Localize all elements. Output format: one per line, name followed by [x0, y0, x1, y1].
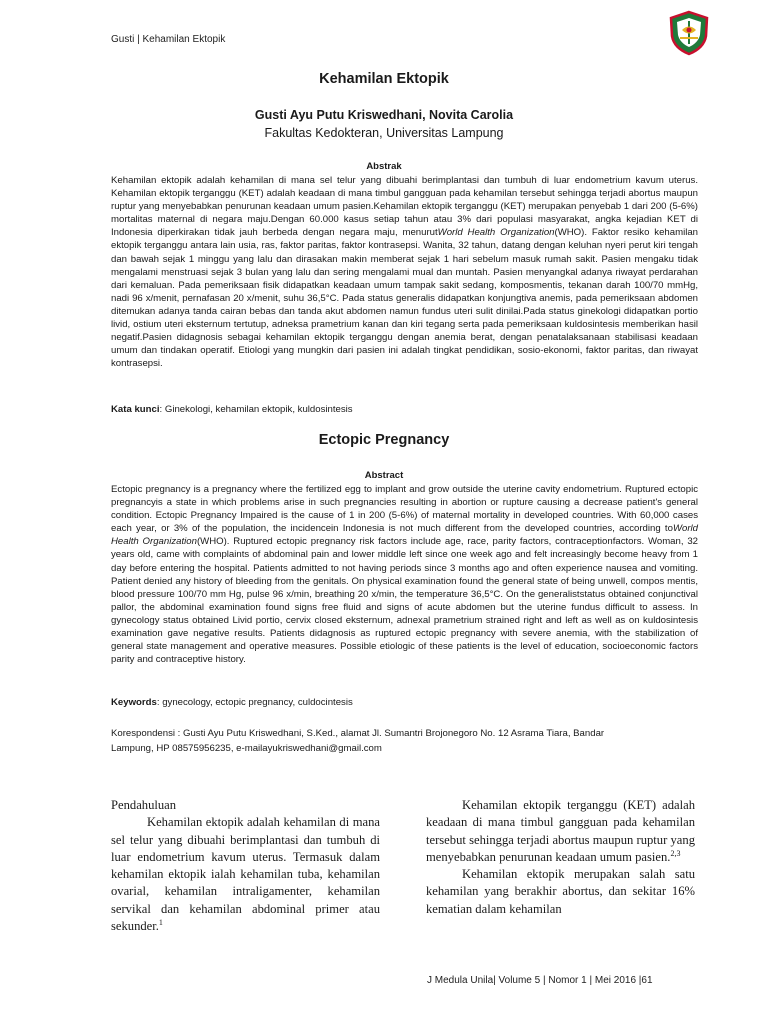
- author-list: Gusti Ayu Putu Kriswedhani, Novita Carolia: [254, 108, 514, 122]
- keywords-en: Keywords: gynecology, ectopic pregnancy, culdocintesis: [111, 697, 353, 708]
- page-footer: J Medula Unila| Volume 5 | Nomor 1 | Mei 2016 |61: [427, 975, 653, 986]
- affiliation: Fakultas Kedokteran, Universitas Lampung: [264, 126, 504, 140]
- body-paragraph: Kehamilan ektopik terganggu (KET) adalah keadaan di mana timbul gangguan pada kehamilan tersebut sehingga terjadi abortus maupun ruptur yang menyebabkan penurunan keadaan umum pasien.$^{2,3}$: [426, 798, 695, 864]
- abstract-heading-id: Abstrak: [366, 161, 402, 172]
- citation-ref: 2,3: [670, 848, 681, 858]
- correspondence: Korespondensi : Gusti Ayu Putu Kriswedhani, S.Ked., alamat Jl. Sumantri Brojonegoro No. 12 Asrama Tiara, Bandar Lampung, HP 08575956235, e-mailayukriswedhani@gmail.com: [111, 728, 605, 754]
- abstract-heading-en: Abstract: [364, 470, 404, 481]
- section-heading: Pendahuluan: [111, 798, 177, 812]
- body-column-left: [111, 797, 380, 935]
- keywords-id: Kata kunci: Ginekologi, kehamilan ektopik, kuldosintesis: [111, 404, 353, 415]
- university-logo-icon: [668, 10, 710, 56]
- running-head: Gusti | Kehamilan Ektopik: [111, 34, 226, 45]
- abstract-text-id: Kehamilan ektopik adalah kehamilan di mana sel telur yang dibuahi berimplantasi dan tumbuh di luar endometrium kavum uterus. Kehamilan ektopik terganggu (KET) adalah keadaan di mana timbul gangguan pada kehamilan tersebut sehingga terjadi abortus maupun ruptur yang menyebabkan penurunan keadaan umum pasien.Kehamilan ektopik terganggu (KET) merupakan penyebab 1 dari 200 (5-6%) mortalitas maternal di negara maju.Dengan 60.000 kasus setiap tahun atau 3% dari populasi masyarakat, angka kejadian KET di Indonesia diperkirakan tidak jauh berbeda dengan negara maju, menurutWorld Health Organization(WHO). Faktor resiko kehamilan ektopik terganggu antara lain usia, ras, faktor paritas, faktor kontrasepsi. Wanita, 32 tahun, datang dengan keluhan nyeri perut kiri tengah dan bawah sejak 1 minggu yang lalu dan dirasakan makin memberat sejak 1 hari sebelum masuk rumah sakit. Pasien mengaku tidak mengalami menstruasi sejak 3 bulan yang lalu dan sering mengalami mual dan muntah. Pasien menyangkal adanya riwayat perdarahan dari kemaluan. Pada pemeriksaan fisik didapatkan keadaan umum tampak sakit sedang, komposmentis, tekanan darah 100/70 mmHg, nadi 96 x/menit, pernafasan 20 x/menit, suhu 36,5°C. Pada status generalis didapatkan konjungtiva anemis, pada pemeriksaan abdomen ditemukan adanya tanda cairan bebas dan tanda akut abdomen namun fundus uteri sulit dinilai.Pada status ginekologi didapatkan portio livid, ostium uteri eksternum tertutup, adneksa prametrium kanan dan kiri tegang serta pada pemeriksaan kuldosintesis memberikan hasil negatif.Pasien didagnosis sebagai kehamilan ektopik terganggu dengan anemia berat, dengan penatalaksanaan stabilisasi keadaan umum dan tindakan operatif. Etiologi yang mungkin dari pasien ini adalah tingkat pendidikan, sosio-ekonomi, faktor paritas, dan riwayat kontrasepsi.: [111, 175, 698, 370]
- citation-ref: 1: [158, 917, 163, 927]
- english-title: Ectopic Pregnancy: [318, 432, 450, 448]
- body-paragraph: Kehamilan ektopik merupakan salah satu kehamilan yang berakhir abortus, dan sekitar 16% kematian dalam kehamilan: [426, 867, 695, 916]
- body-paragraph: Kehamilan ektopik adalah kehamilan di mana sel telur yang dibuahi berimplantasi dan tumbuh di luar endometrium kavum uterus. Termasuk dalam kehamilan ektopik ialah kehamilan tuba, kehamilan ovarial, kehamilan intraligamenter, kehamilan servikal dan kehamilan abdominal primer atau sekunder.$^1$: [111, 815, 380, 934]
- paper-title: Kehamilan Ektopik: [319, 71, 449, 87]
- body-column-right: [426, 797, 695, 918]
- abstract-text-en: Ectopic pregnancy is a pregnancy where the fertilized egg to implant and grow outside the uterine cavity endometrium. Ruptured ectopic pregnancyis a state in which problems arise in such pregnancies resulting in abortion or rupture causing a decrease patient's general condition. Ectopic Pregnancy Impaired is the cause of 1 in 200 (5-6%) of maternal mortality in developed countries. With 60,000 cases each year, or 3% of the population, the incidencein Indonesia is not much different from the developed countries, according toWorld Health Organization(WHO). Ruptured ectopic pregnancy risk factors include age, race, parity factors, contraceptionfactors. Woman, 32 years old, came with complaints of abdominal pain and lower middle left since one week ago and felt increasingly become heavy from 1 day before entering the hospital. Patients admitted to not having periods since 3 months ago and often experience nausea and vomiting. Patient denied any history of bleeding from the genitals. On physical examination found the general state of being unwell, compos mentis, blood pressure 100/70 mm Hg, pulse 96 x/min, breathing 20 x/min, the temperature 36,5°C. On the generaliststatus obtained conjunctival pallor, the abdominal examination found signs free fluid and signs of acute abdomen but the uterine fundus difficult to assess. In gynecology status obtained Livid portio, cervix closed eksternum, adnexal prametrium strained right and left as well as on kuldosintesis examination gave negative results. Patients didagnosis as ruptured ectopic pregnancy with severe anemia, with the stabilization of general state management and operative measures. Possible etiologic of these patients is the level of education, socioeconomic factors parity and contraceptive history.: [111, 484, 699, 666]
